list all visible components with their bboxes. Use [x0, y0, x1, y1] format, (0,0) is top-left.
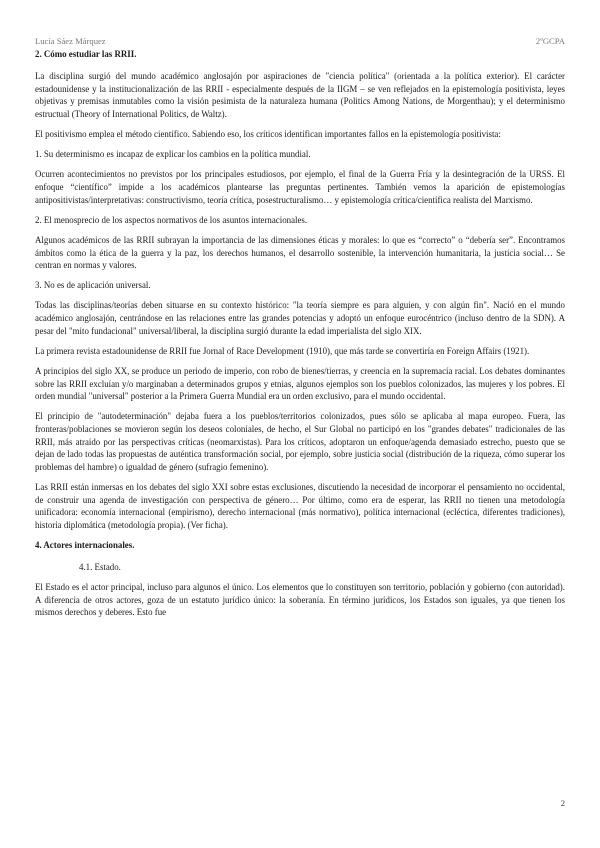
header-author: Lucía Sáez Márquez: [35, 36, 106, 46]
page-number: 2: [560, 798, 565, 808]
paragraph: Ocurren acontecimientos no previstos por los principales estudiosos, por ejemplo, el final de la Guerra Fría y la desintegración de la URSS. El enfoque “científico” impide a los académicos plantearse las preguntas pertinentes. También vemos la aparición de epistemologías antipositivistas/interpretativas: constructivismo, teoría crítica, posestructuralismo… y epistemología crítica/científica realista del Marxismo.: [35, 169, 565, 205]
paragraph: El Estado es el actor principal, incluso para algunos el único. Los elementos que lo constituyen son territorio, población y gobierno (con autoridad). A diferencia de otros actores, goza de un estatuto jurídico único: la soberanía. En término jurídicos, los Estados son iguales, ya que tienen los mismos derechos y deberes. Esto fue: [35, 581, 565, 618]
paragraph: El positivismo emplea el método científico. Sabiendo eso, los críticos identifican importantes fallos en la epistemología positivista:: [35, 128, 501, 139]
page-header: [35, 36, 565, 46]
paragraph: Todas las disciplinas/teorías deben situarse en su contexto histórico: "la teoría siempre es para alguien, y con algún fin". Nació en el mundo académico anglosajón, centrándose en las relaciones entre las grandes potencias y adoptó un enfoque eurocéntrico (incluso dentro de la SDN). A pesar del "mito fundacional" universal/liberal, la disciplina surgió durante la edad imperialista del siglo XIX.: [35, 300, 565, 336]
list-point-2: 2. El menosprecio de los aspectos normativos de los asuntos internacionales.: [35, 214, 308, 225]
paragraph: El principio de "autodeterminación" dejaba fuera a los pueblos/territorios colonizados, pues sólo se aplicaba al mapa europeo. Fuera, las fronteras/poblaciones se movieron según los deseos coloniales, de hecho, el Sur Global no participó en los "grandes debates" tradicionales de las RRII, más atraído por las perspectivas críticas (neomarxistas). Para los críticos, adoptaron un enfoque/agenda demasiado estrecho, puesto que se dejan de lado todas las propuestas de auténtica transformación social, por ejemplo, sobre justicia social (distribución de la riqueza, cómo superar los problemas del hambre) o igualdad de género (sufragio femenino).: [35, 411, 565, 472]
paragraph: A principios del siglo XX, se produce un periodo de imperio, con robo de bienes/tierras, y creencia en la supremacía racial. Los debates dominantes sobre las RRII excluían y/o marginaban a determinados grupos y etnias, algunos ejemplos son los pueblos colonizados, las mujeres y los pobres. El orden mundial "universal" posterior a la Primera Guerra Mundial era un orden exclusivo, para el mundo occidental.: [35, 366, 565, 402]
subsection-heading: 4.1. Estado.: [79, 561, 121, 572]
section-2-heading: 2. Cómo estudiar las RRII.: [35, 49, 137, 59]
list-point-1: 1. Su determinismo es incapaz de explicar los cambios en la política mundial.: [35, 149, 311, 160]
paragraph: Las RRII están inmersas en los debates del siglo XXI sobre estas exclusiones, discutiendo la necesidad de incorporar el pensamiento no occidental, de construir una agenda de investigación con perspectiva de género… Por último, como era de esperar, las RRII no tienen una metodología unificadora: economía internacional (empirismo), derecho internacional (más normativo), política internacional (ecléctica, diferentes tradiciones), historia diplomática (metodología propia). (Ver ficha).: [35, 481, 565, 530]
header-course: 2ºGCPA: [535, 36, 565, 46]
section-4-heading: 4. Actores internacionales.: [35, 539, 135, 550]
paragraph: Algunos académicos de las RRII subrayan la importancia de las dimensiones éticas y morales: lo que es “correcto” o “debería ser”. Encontramos ámbitos como la ética de la guerra y la paz, los derechos humanos, el desarrollo sostenible, la intervención humanitaria, la justicia social… Se centran en normas y valores.: [35, 234, 565, 271]
paragraph: La primera revista estadounidense de RRII fue Jornal of Race Development (1910), que más tarde se convertiría en Foreign Affairs (1921).: [35, 345, 530, 356]
list-point-3: 3. No es de aplicación universal.: [35, 280, 151, 291]
paragraph: La disciplina surgió del mundo académico anglosajón por aspiraciones de "ciencia política" (orientada a la política exterior). El carácter estadounidense y la institucionalización de las RRII - especialmente después de la IIGM – se ven reflejados en la epistemología positivista, leyes objetivas y premisas inmutables como la visión pesimista de la naturaleza humana (Politics Among Nations, de Morgenthau); y el determinismo estructual (Theory of International Politics, de Waltz).: [35, 71, 565, 119]
page-content: [35, 48, 565, 626]
